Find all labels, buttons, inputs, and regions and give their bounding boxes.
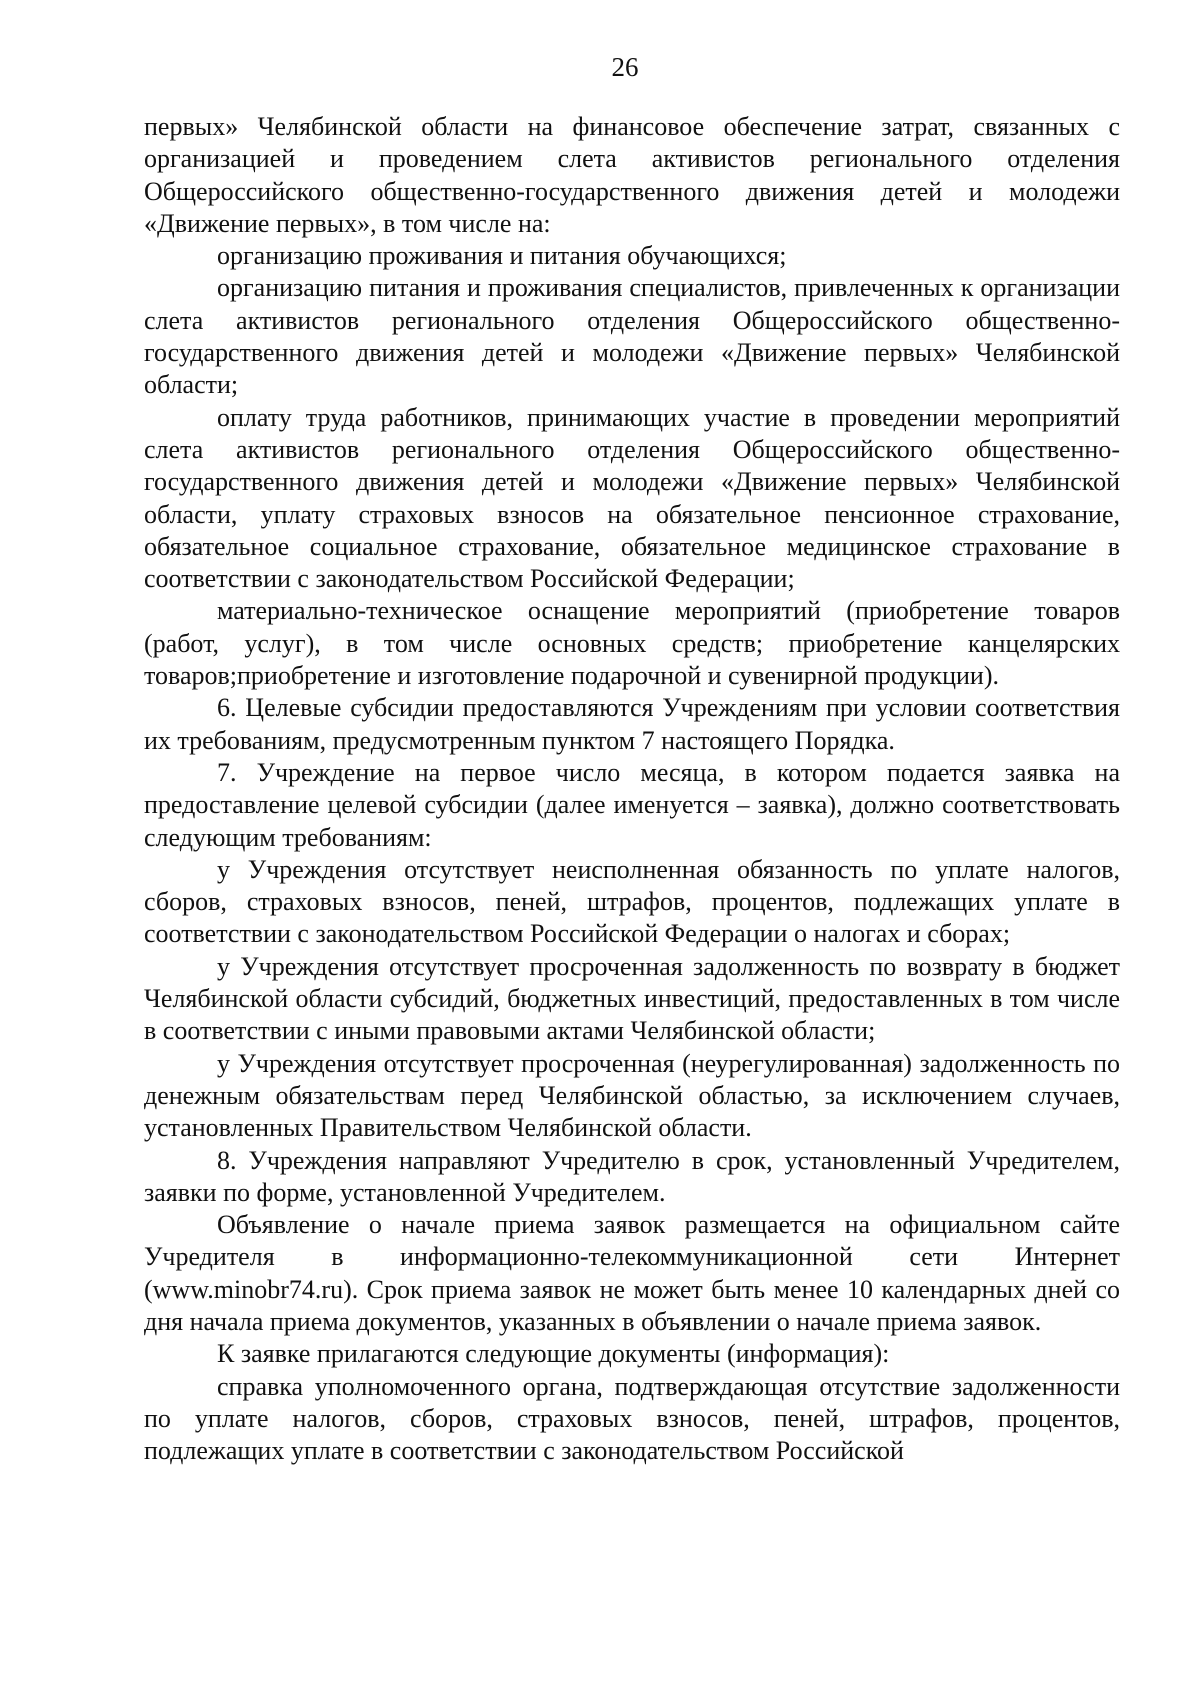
paragraph: у Учреждения отсутствует просроченная (неурегулированная) задолженность по денежным обязательствам перед Челябинской областью, за исключением случаев, установленных Правительством Челябинской области. [144,1048,1120,1143]
paragraph: организацию проживания и питания обучающихся; [217,241,787,271]
paragraph: Объявление о начале приема заявок размещается на официальном сайте Учредителя в информационно-телекоммуникационной сети Интернет (www.minobr74.ru). Срок приема заявок не может быть менее 10 календарных дней со дня начала приема документов, указанных в объявлении о начале приема заявок. [144,1210,1120,1336]
paragraph: организацию питания и проживания специалистов, привлеченных к организации слета активистов регионального отделения Общероссийского общественно-государственного движения детей и молодежи «Движение первых» Челябинской области; [144,273,1120,400]
paragraph: материально-техническое оснащение мероприятий (приобретение товаров (работ, услуг), в том числе основных средств; приобретение канцелярских товаров;приобретение и изготовление подарочной и сувенирной продукции). [144,596,1120,691]
paragraph: 7. Учреждение на первое число месяца, в котором подается заявка на предоставление целевой субсидии (далее именуется – заявка), должно соответствовать следующим требованиям: [144,757,1120,852]
paragraph: К заявке прилагаются следующие документы (информация): [217,1339,890,1369]
paragraph: 6. Целевые субсидии предоставляются Учреждениям при условии соответствия их требованиям, предусмотренным пунктом 7 настоящего Порядка. [144,693,1120,755]
paragraph: у Учреждения отсутствует просроченная задолженность по возврату в бюджет Челябинской области субсидий, бюджетных инвестиций, предоставленных в том числе в соответствии с иными правовыми актами Челябинской области; [144,951,1120,1046]
paragraph: первых» Челябинской области на финансовое обеспечение затрат, связанных с организацией и проведением слета активистов регионального отделения Общероссийского общественно-государственного движения детей и молодежи «Движение первых», в том числе на: [144,112,1120,238]
paragraph: у Учреждения отсутствует неисполненная обязанность по уплате налогов, сборов, страховых взносов, пеней, штрафов, процентов, подлежащих уплате в соответствии с законодательством Российской Федерации о налогах и сборах; [144,854,1120,949]
paragraph: справка уполномоченного органа, подтверждающая отсутствие задолженности по уплате налогов, сборов, страховых взносов, пеней, штрафов, процентов, подлежащих уплате в соответствии с законодательством Российской [144,1371,1120,1466]
paragraph: 8. Учреждения направляют Учредителю в срок, установленный Учредителем, заявки по форме, установленной Учредителем. [144,1145,1120,1207]
page-number: 26 [611,52,639,82]
document-body [144,111,1120,1467]
paragraph: оплату труда работников, принимающих участие в проведении мероприятий слета активистов регионального отделения Общероссийского общественно-государственного движения детей и молодежи «Движение первых» Челябинской области, уплату страховых взносов на обязательное пенсионное страхование, обязательное социальное страхование, обязательное медицинское страхование в соответствии с законодательством Российской Федерации; [144,402,1120,594]
